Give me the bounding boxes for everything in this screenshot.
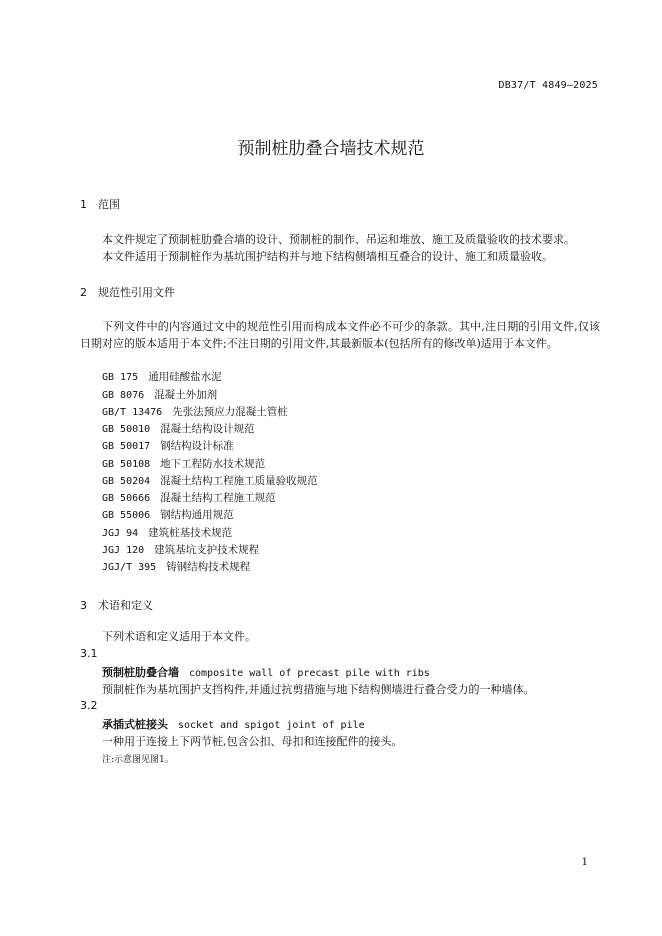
section-number: 3 [80,599,87,612]
section-title: 范围 [98,198,120,211]
paragraph: 下列文件中的内容通过文中的规范性引用而构成本文件必不可少的条款。其中,注日期的引用文件,仅该日期对应的版本适用于本文件;不注日期的引用文件,其最新版本(包括所有的修改单)适用于本文件。 [80,320,600,350]
reference-title: 混凝土结构工程施工质量验收规范 [160,475,318,487]
reference-title: 钢结构设计标准 [160,440,234,452]
reference-code: GB 50010 [102,424,151,435]
reference-code: GB 50108 [102,459,151,470]
term-number: 3.1 [80,647,98,660]
reference-item [102,421,255,438]
paragraph: 本文件适用于预制桩作为基坑围护结构并与地下结构侧墙相互叠合的设计、施工和质量验收。 [102,250,553,263]
term-name-en: composite wall of precast pile with ribs [189,668,430,679]
reference-item [102,404,288,421]
reference-item [102,438,234,455]
reference-code: JGJ/T 395 [102,562,157,573]
paragraph: 本文件规定了预制桩肋叠合墙的设计、预制桩的制作、吊运和堆放、施工及质量验收的技术要求。 [102,233,575,246]
term-number: 3.2 [80,699,98,712]
reference-item [102,473,318,490]
reference-title: 混凝土外加剂 [154,389,218,401]
reference-item [102,369,222,386]
reference-title: 通用硅酸盐水泥 [148,371,222,383]
section-number: 2 [80,286,87,299]
section-number: 1 [80,198,87,211]
reference-code: JGJ 120 [102,545,145,556]
reference-code: GB 50666 [102,493,151,504]
term-name-cn: 承插式桩接头 [102,718,168,731]
document-number: DB37/T 4849—2025 [498,80,598,91]
reference-item [102,387,217,404]
reference-title: 建筑基坑支护技术规程 [154,544,260,556]
reference-code: GB 8076 [102,390,145,401]
reference-item [102,490,276,507]
reference-title: 铸钢结构技术规程 [166,561,251,573]
term-name-en: socket and spigot joint of pile [178,720,365,731]
term-definition: 预制桩作为基坑围护支挡构件,并通过抗剪措施与地下结构侧墙进行叠合受力的一种墙体。 [102,683,535,696]
reference-title: 钢结构通用规范 [160,509,234,521]
section-title: 术语和定义 [98,599,153,612]
note: 注:示意图见图1。 [102,755,174,765]
term-name-cn: 预制桩肋叠合墙 [102,666,179,679]
section-title: 规范性引用文件 [98,286,175,299]
paragraph: 下列术语和定义适用于本文件。 [102,630,256,643]
reference-code: GB/T 13476 [102,407,163,418]
section-1-heading [80,196,120,212]
term-name [102,716,365,732]
term-definition: 一种用于连接上下两节桩,包含公扣、母扣和连接配件的接头。 [102,735,403,748]
reference-code: GB 50204 [102,476,151,487]
section-2-heading [80,284,175,300]
reference-title: 混凝土结构工程施工规范 [160,492,276,504]
page-title: 预制桩肋叠合墙技术规范 [237,139,425,159]
reference-code: JGJ 94 [102,528,139,539]
reference-item [102,456,265,473]
reference-title: 先张法预应力混凝土管桩 [172,406,288,418]
reference-item [102,542,259,559]
term-name [102,664,430,680]
reference-code: GB 55006 [102,510,151,521]
reference-title: 地下工程防水技术规范 [160,458,266,470]
reference-code: GB 175 [102,372,139,383]
reference-code: GB 50017 [102,441,151,452]
page-number: 1 [581,857,588,868]
reference-title: 建筑桩基技术规范 [148,527,233,539]
reference-item [102,525,232,542]
reference-item [102,559,250,576]
reference-title: 混凝土结构设计规范 [160,423,255,435]
section-3-heading [80,597,153,613]
reference-item [102,507,234,524]
